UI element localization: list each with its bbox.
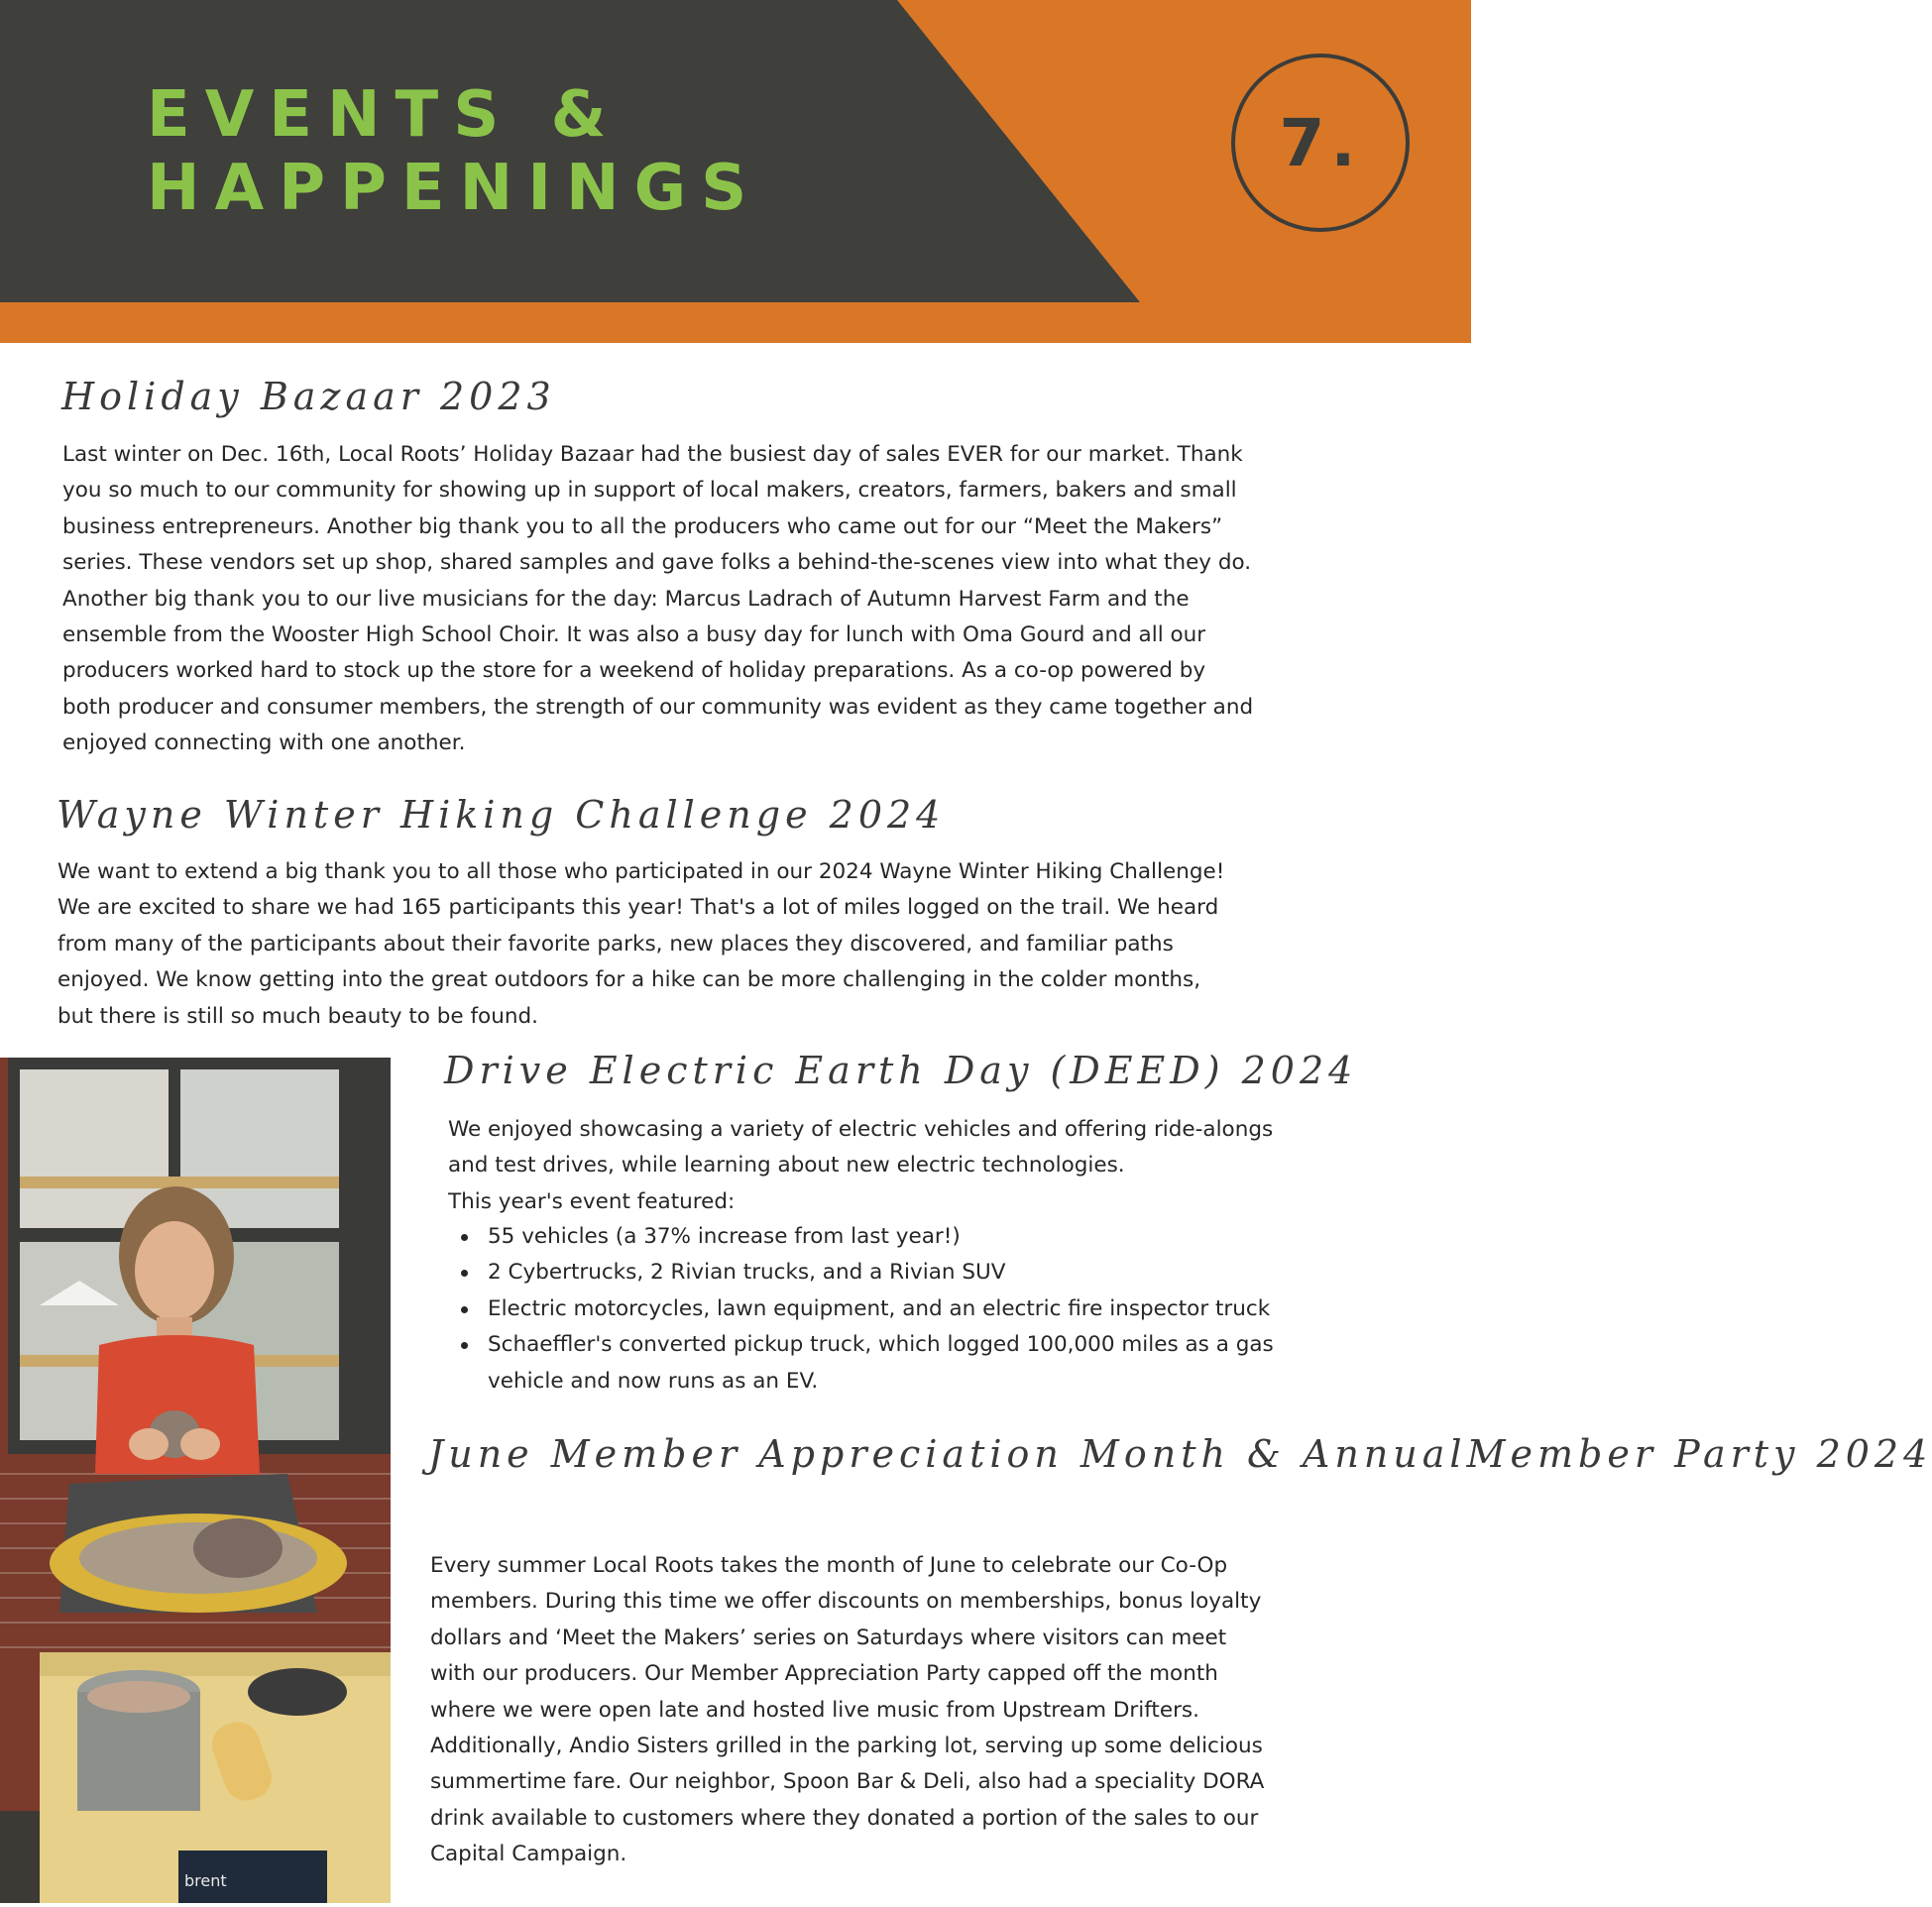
paragraph-line: Capital Campaign. [430, 1842, 627, 1867]
paragraph-line: with our producers. Our Member Appreciation Party capped off the month [430, 1661, 1218, 1687]
bullet-line: 55 vehicles (a 37% increase from last year!) [488, 1224, 961, 1249]
potter-photo-illustration [0, 1058, 391, 1903]
potter-photo [0, 1058, 391, 1903]
paragraph-line: business entrepreneurs. Another big thank you to all the producers who came out for our “Meet the Makers” [62, 513, 1223, 539]
holiday-bazaar-heading: Holiday Bazaar 2023 [61, 375, 556, 418]
paragraph-line: We enjoyed showcasing a variety of electric vehicles and offering ride-alongs [448, 1117, 1274, 1142]
bullet-line: Electric motorcycles, lawn equipment, and an electric fire inspector truck [488, 1295, 1271, 1321]
paragraph-line: Every summer Local Roots takes the month of June to celebrate our Co-Op [430, 1553, 1228, 1578]
paragraph-line: dollars and ‘Meet the Makers’ series on Saturdays where visitors can meet [430, 1625, 1227, 1650]
paragraph-line: drink available to customers where they donated a portion of the sales to our [430, 1805, 1259, 1831]
paragraph-line: enjoyed connecting with one another. [62, 730, 466, 756]
paragraph-line: We want to extend a big thank you to all those who participated in our 2024 Wayne Winter Hiking Challenge! [57, 859, 1225, 884]
heading-line: Member Party 2024 [1466, 1432, 1932, 1476]
paragraph-line: summertime fare. Our neighbor, Spoon Bar & Deli, also had a speciality DORA [430, 1769, 1265, 1795]
bullet-line: 2 Cybertrucks, 2 Rivian trucks, and a Rivian SUV [488, 1260, 1006, 1286]
paragraph-line: and test drives, while learning about new electric technologies. [448, 1153, 1125, 1178]
paragraph-line: Additionally, Andio Sisters grilled in the parking lot, serving up some delicious [430, 1734, 1263, 1759]
bullet-item [448, 1291, 1274, 1327]
page-title-line-2: HAPPENINGS [147, 152, 762, 225]
paragraph-line: Another big thank you to our live musicians for the day: Marcus Ladrach of Autumn Harvest Farm and the [62, 586, 1190, 612]
paragraph-line: Last winter on Dec. 16th, Local Roots’ Holiday Bazaar had the busiest day of sales EVER for our market. Thank [62, 442, 1243, 467]
paragraph-line: both producer and consumer members, the strength of our community was evident as they came together and [62, 694, 1254, 720]
deed-paragraph [448, 1112, 1273, 1220]
paragraph-line: from many of the participants about their favorite parks, new places they discovered, and familiar paths [57, 931, 1174, 956]
paragraph-line: producers worked hard to stock up the store for a weekend of holiday preparations. As a co-op powered by [62, 658, 1206, 684]
hiking-challenge-paragraph [57, 854, 1224, 1035]
paragraph-line: members. During this time we offer discounts on memberships, bonus loyalty [430, 1589, 1262, 1615]
paragraph-line: We are excited to share we had 165 participants this year! That's a lot of miles logged on the trail. We heard [57, 895, 1219, 921]
hiking-challenge-heading: Wayne Winter Hiking Challenge 2024 [57, 793, 946, 837]
page-title-line-1: EVENTS & [147, 78, 622, 152]
june-heading [428, 1426, 1932, 1482]
deed-bullet-list [448, 1219, 1274, 1400]
bucket-label: brent [184, 1871, 227, 1890]
june-paragraph [430, 1548, 1264, 1873]
holiday-bazaar-paragraph [62, 437, 1253, 762]
paragraph-line: ensemble from the Wooster High School Choir. It was also a busy day for lunch with Oma Gourd and all our [62, 622, 1206, 648]
paragraph-line: enjoyed. We know getting into the great outdoors for a hike can be more challenging in the colder months, [57, 967, 1201, 993]
bullet-line: vehicle and now runs as an EV. [488, 1368, 819, 1394]
bullet-item [448, 1327, 1274, 1400]
heading-line: June Member Appreciation Month & Annual [428, 1432, 1467, 1476]
paragraph-line: series. These vendors set up shop, shared samples and gave folks a behind-the-scenes view into what they do. [62, 550, 1252, 576]
paragraph-line: This year's event featured: [448, 1188, 736, 1214]
bullet-item [448, 1255, 1274, 1290]
page-header [0, 0, 1471, 343]
deed-heading: Drive Electric Earth Day (DEED) 2024 [444, 1049, 1358, 1092]
paragraph-line: where we were open late and hosted live music from Upstream Drifters. [430, 1697, 1199, 1723]
page-number-badge: 7. [1231, 54, 1410, 232]
bullet-line: Schaeffler's converted pickup truck, which logged 100,000 miles as a gas [488, 1332, 1274, 1358]
bullet-item [448, 1219, 1274, 1255]
paragraph-line: you so much to our community for showing up in support of local makers, creators, farmers, bakers and small [62, 478, 1237, 504]
paragraph-line: but there is still so much beauty to be found. [57, 1003, 538, 1029]
